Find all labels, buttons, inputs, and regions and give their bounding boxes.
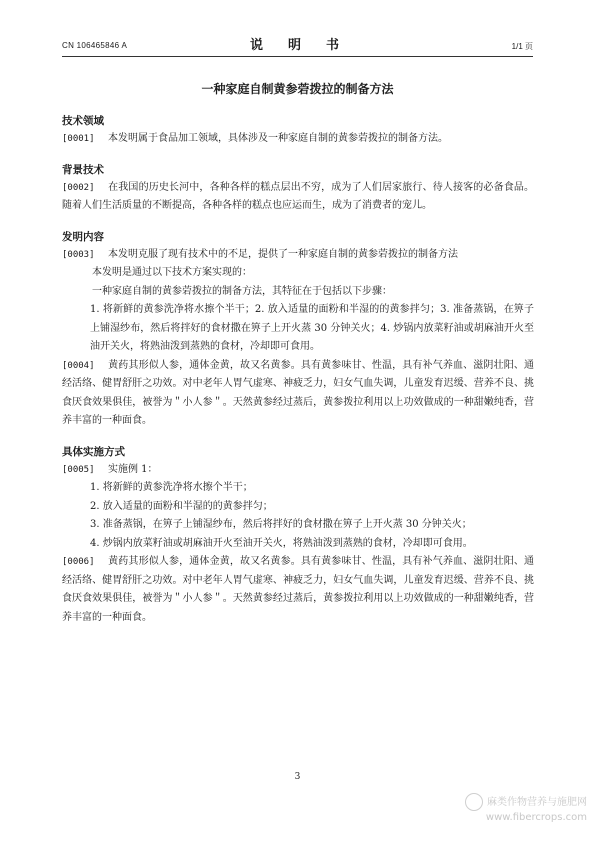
watermark-url: www.fibercrops.com <box>485 812 587 823</box>
paragraph-number: [0006] <box>62 557 95 567</box>
paragraph-text: 在我国的历史长河中，各种各样的糕点层出不穷，成为了人们居家旅行、待人接客的必备食品。随着人们生活质量的不断提高，各种各样的糕点也应运而生，成为了消费者的宠儿。 <box>62 181 534 211</box>
page-number: 3 <box>294 772 301 782</box>
heading-invention: 发明内容 <box>62 230 104 243</box>
paragraph-number: [0001] <box>62 134 95 144</box>
watermark-logo-icon <box>465 793 483 811</box>
paragraph-text: 实施例 1： <box>108 463 158 475</box>
paragraph-text: 本发明克服了现有技术中的不足，提供了一种家庭自制的黄参菪拨拉的制备方法 <box>108 248 458 260</box>
paragraph-0001 <box>62 130 534 149</box>
paragraph-number: [0004] <box>62 360 95 371</box>
heading-background: 背景技术 <box>62 163 104 176</box>
document-number: CN 106465846 A <box>62 41 128 50</box>
paragraph-0006 <box>62 553 534 627</box>
paragraph-number: [0005] <box>62 464 95 475</box>
method-intro-line: 一种家庭自制的黄参菪拨拉的制备方法，其特征在于包括以下步骤： <box>92 285 392 297</box>
paragraph-text: 黄药其形似人参，通体金黄，故又名黄参。具有黄参味甘、性温，具有补气养血、滋阴壮阳、通经活络、健胃舒肝之功效。对中老年人胃气虚寒、神疲乏力，妇女气血失调，儿童发育迟缓、营养不良、挑食厌食效果俱佳，被誉为＂小人参＂。天然黄参经过蒸后，黄参拨拉利用以上功效做成的一种甜嫩纯香，营养丰富的一种面食。 <box>62 556 534 623</box>
document-title: 一种家庭自制黄参菪拨拉的制备方法 <box>201 82 394 96</box>
paragraph-0003 <box>62 246 534 265</box>
paragraph-text: 黄药其形似人参，通体金黄，故又名黄参。具有黄参味甘、性温，具有补气养血、滋阴壮阳、通经活络、健胃舒肝之功效。对中老年人胃气虚寒、神疲乏力，妇女气血失调，儿童发育迟缓、营养不良、挑食厌食效果俱佳，被誉为＂小人参＂。天然黄参经过蒸后，黄参拨拉利用以上功效做成的一种甜嫩纯香，营养丰富的一种面食。 <box>62 359 534 426</box>
paragraph-text: 本发明属于食品加工领域，具体涉及一种家庭自制的黄参菪拨拉的制备方法。 <box>108 133 448 144</box>
embodiment-step-2: 2. 放入适量的面粉和半湿的的黄参拌匀； <box>90 500 273 512</box>
paragraph-0005 <box>62 461 534 480</box>
paragraph-0002 <box>62 179 534 216</box>
watermark-site-name: 麻类作物营养与施肥网 <box>465 793 587 811</box>
page-header <box>62 34 533 54</box>
site-watermark <box>465 793 587 824</box>
paragraph-number: [0003] <box>62 249 95 260</box>
page-indicator: 1/1 页 <box>511 42 533 51</box>
paragraph-0004 <box>62 357 534 431</box>
header-divider <box>62 56 533 57</box>
document-body <box>62 100 534 627</box>
paragraph-number: [0002] <box>62 182 95 193</box>
heading-embodiment: 具体实施方式 <box>62 445 125 458</box>
method-steps: 1. 将新鲜的黄参洗净将水擦个半干；2. 放入适量的面粉和半湿的的黄参拌匀；3. 准备蒸锅，在箅子上铺湿纱布，然后将拌好的食材撒在箅子上开火蒸 30 分钟关火；4. 炒锅内放菜籽油或胡麻油开火至油开关火，将熟油泼到蒸熟的食材，冷却即可食用。 <box>90 304 534 352</box>
embodiment-step-1: 1. 将新鲜的黄参洗净将水擦个半干； <box>90 482 253 493</box>
heading-tech-field: 技术领域 <box>62 115 104 127</box>
embodiment-step-3: 3. 准备蒸锅，在箅子上铺湿纱布，然后将拌好的食材撒在箅子上开火蒸 30 分钟关火； <box>90 519 472 530</box>
technical-solution-line: 本发明是通过以下技术方案实现的： <box>92 267 252 278</box>
embodiment-step-4: 4. 炒锅内放菜籽油或胡麻油开火至油开关火，将熟油泼到蒸熟的食材，冷却即可食用。 <box>90 537 473 549</box>
document-type: 说 明 书 <box>249 38 345 53</box>
